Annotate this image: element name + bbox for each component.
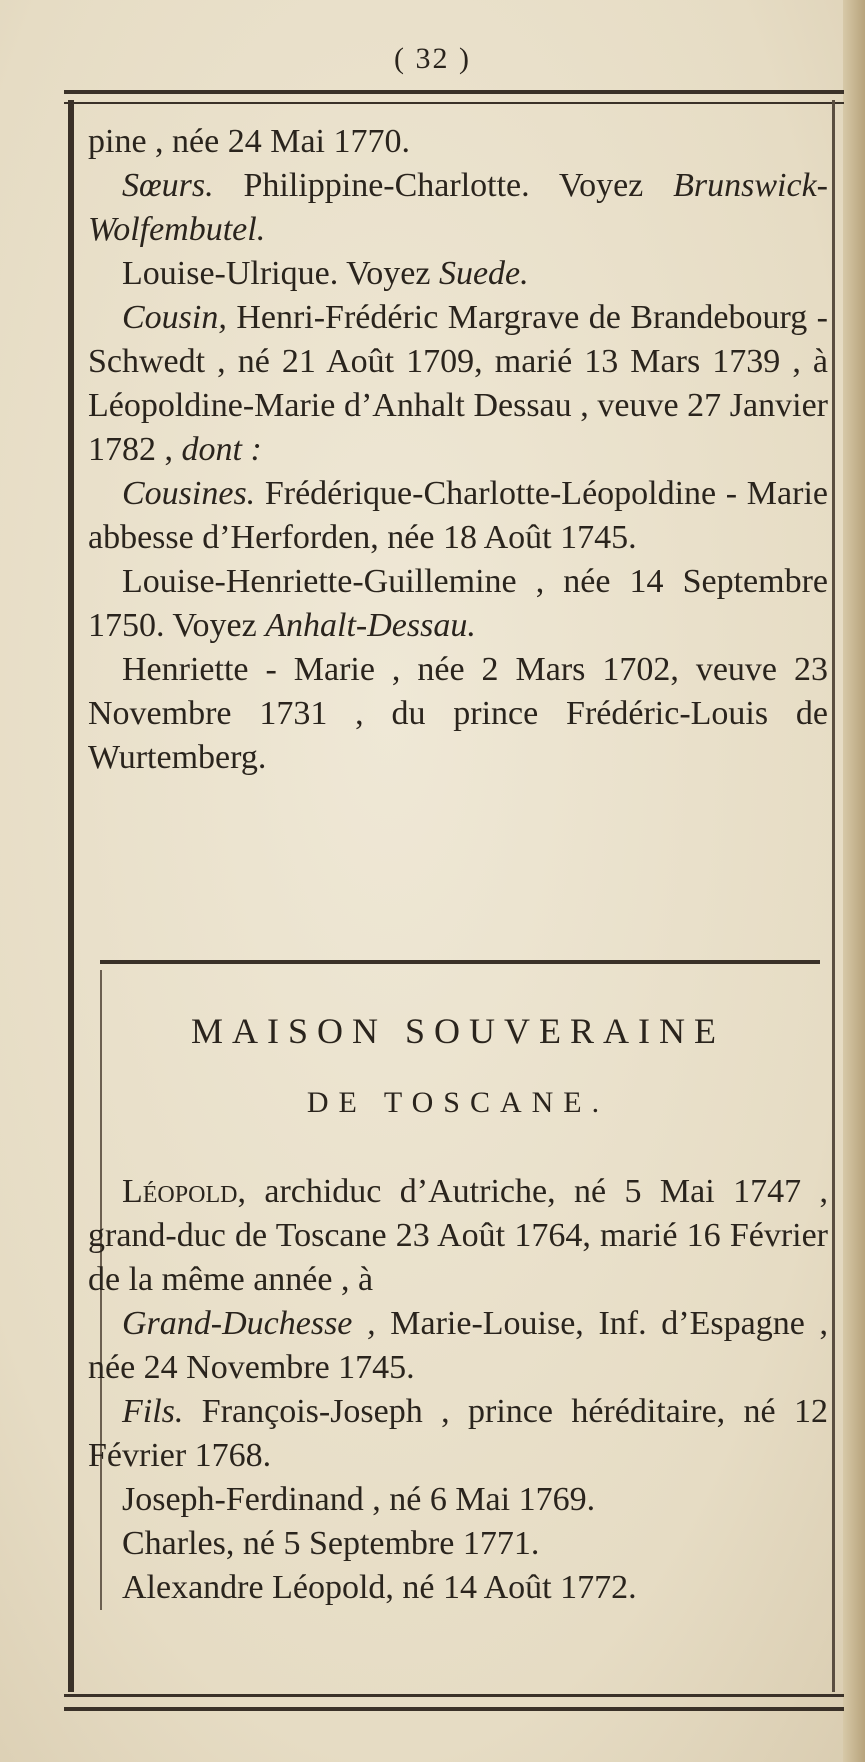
text-line: Joseph-Ferdinand , né 6 Mai 1769. [122, 1481, 596, 1518]
text-line: Charles, né 5 Septembre 1771. [122, 1525, 540, 1562]
text-line: Cousin, Henri-Frédéric Margrave de Brandebourg - Schwedt , né 21 Août 1709, marié 13 Mars 1739 , à Léopoldine-Marie d’Anhalt Dessau , veuve 27 Janvier 1782 , dont : [88, 299, 828, 468]
section-toscane [88, 1170, 828, 1610]
text-line: Alexandre Léopold, né 14 Août 1772. [122, 1569, 637, 1606]
section-prussia-continued [88, 120, 828, 780]
cross-reference: Brunswick-Wolfembutel. [88, 167, 828, 248]
label-grand-duchesse: Grand-Duchesse , [122, 1305, 376, 1342]
label-soeurs: Sœurs. [122, 167, 214, 204]
section-divider [100, 960, 820, 964]
bottom-rule [64, 1694, 844, 1711]
left-frame-rule [68, 100, 74, 1692]
label-dont: dont : [181, 431, 262, 468]
top-rule [64, 90, 844, 104]
text-line: Grand-Duchesse , Marie-Louise, Inf. d’Espagne , née 24 Novembre 1745. [88, 1305, 828, 1386]
text-line: Léopold, archiduc d’Autriche, né 5 Mai 1747 , grand-duc de Toscane 23 Août 1764, marié 16 Février de la même année , à [88, 1173, 828, 1298]
cross-reference: Anhalt-Dessau. [265, 607, 476, 644]
label-cousines: Cousines. [122, 475, 256, 512]
label-fils: Fils. [122, 1393, 184, 1430]
text-line: Sœurs. Philippine-Charlotte. Voyez Brunswick-Wolfembutel. [88, 167, 828, 248]
cross-reference: Suede. [438, 255, 529, 292]
text-line: Louise-Henriette-Guillemine , née 14 Septembre 1750. Voyez Anhalt-Dessau. [88, 563, 828, 644]
name-leopold: Léopold [122, 1173, 238, 1210]
section-subtitle: DE TOSCANE. [306, 1086, 610, 1119]
page-number: ( 32 ) [394, 42, 471, 75]
right-frame-rule [832, 100, 835, 1692]
text-line: Henriette - Marie , née 2 Mars 1702, veuve 23 Novembre 1731 , du prince Frédéric-Louis de Wurtemberg. [88, 651, 828, 776]
text-line: Louise-Ulrique. Voyez Suede. [122, 255, 529, 292]
label-cousin: Cousin, [122, 299, 227, 336]
text-line: Fils. François-Joseph , prince héréditaire, né 12 Février 1768. [88, 1393, 828, 1474]
section-title: MAISON SOUVERAINE [190, 1011, 725, 1051]
text-line: pine , née 24 Mai 1770. [88, 123, 410, 160]
text-line: Cousines. Frédérique-Charlotte-Léopoldine - Marie abbesse d’Herforden, née 18 Août 1745. [88, 475, 828, 556]
page-edge [843, 0, 865, 1762]
